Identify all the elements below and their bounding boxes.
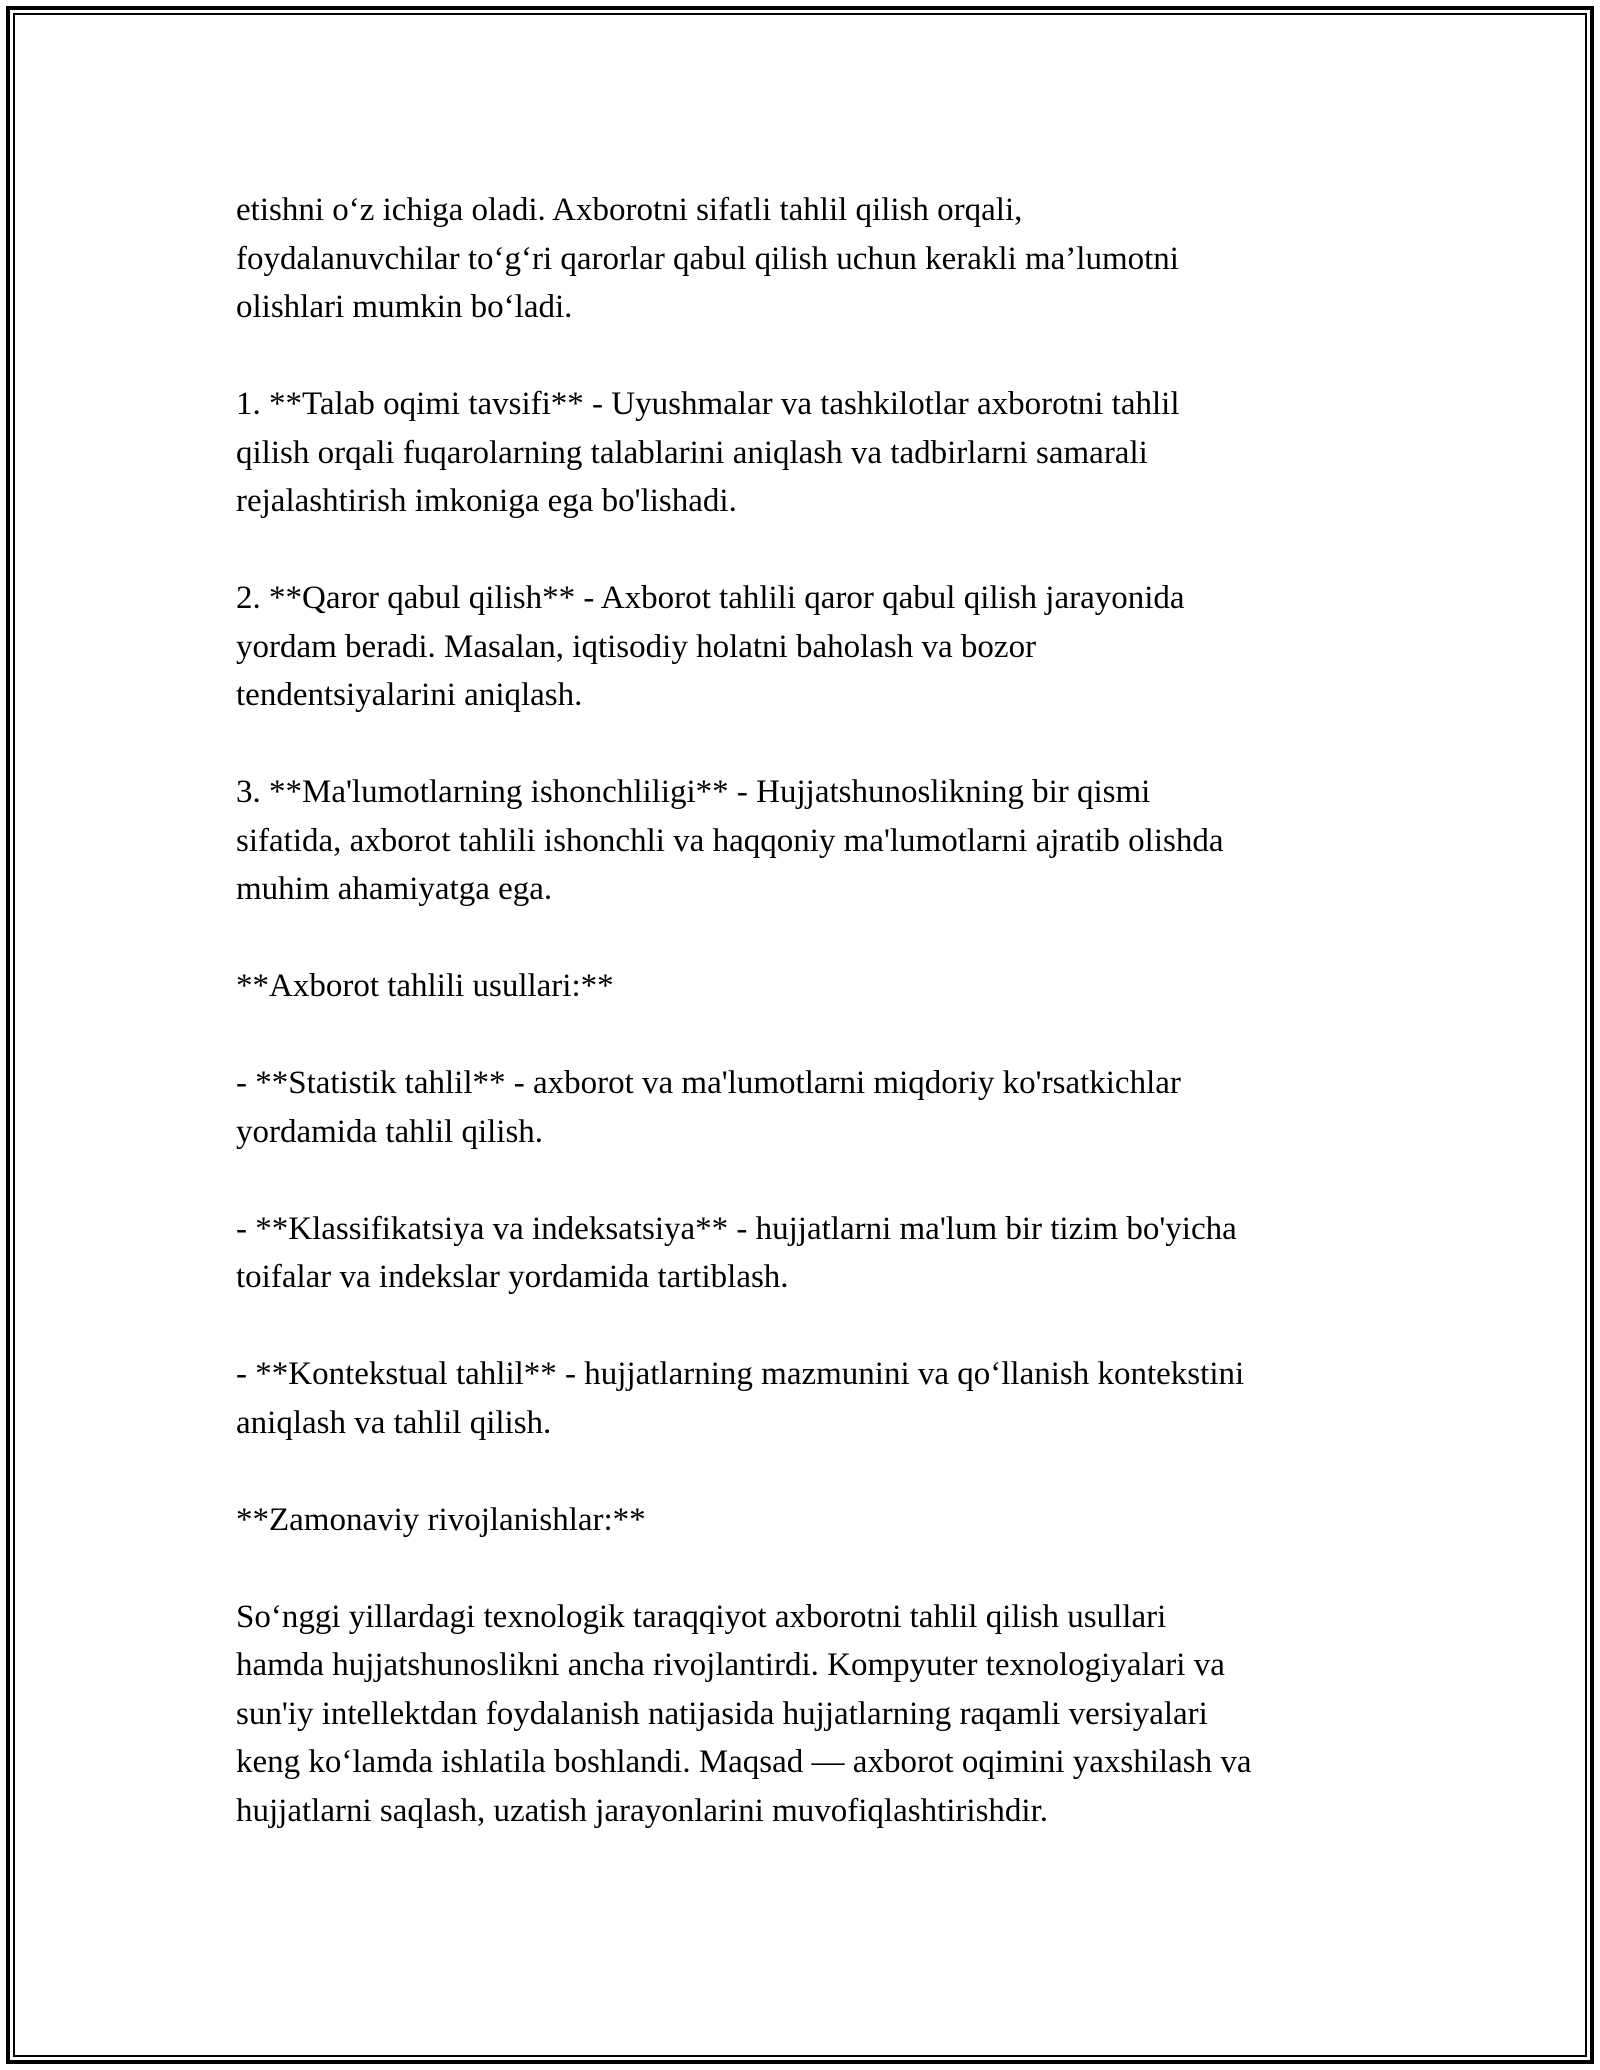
text-line: - **Kontekstual tahlil** - hujjatlarning mazmunini va qo‘llanish kontekstini (236, 1356, 1245, 1392)
text-line: foydalanuvchilar to‘g‘ri qarorlar qabul qilish uchun kerakli ma’lumotni (236, 240, 1179, 277)
text-line: yordamida tahlil qilish. (236, 1113, 544, 1150)
text-line: rejalashtirish imkoniga ega bo'lishadi. (236, 483, 737, 519)
bullet-statistical-analysis (236, 1059, 1386, 1156)
text-line: tendentsiyalarini aniqlash. (236, 677, 583, 713)
text-line: aniqlash va tahlil qilish. (236, 1404, 552, 1441)
paragraph-intro (236, 186, 1386, 332)
text-line: olishlari mumkin bo‘ladi. (236, 289, 573, 325)
text-line: **Axborot tahlili usullari:** (236, 968, 614, 1004)
text-line: hujjatlarni saqlash, uzatish jarayonlarini muvofiqlashtirishdir. (236, 1792, 1048, 1829)
text-line: sifatida, axborot tahlili ishonchli va haqqoniy ma'lumotlarni ajratib olishda (236, 822, 1224, 859)
text-line: - **Klassifikatsiya va indeksatsiya** - hujjatlarni ma'lum bir tizim bo'yicha (236, 1210, 1237, 1247)
bullet-contextual-analysis (236, 1350, 1386, 1447)
text-line: - **Statistik tahlil** - axborot va ma'lumotlarni miqdoriy ko'rsatkichlar (236, 1065, 1181, 1101)
text-line: yordam beradi. Masalan, iqtisodiy holatni baholash va bozor (236, 628, 1037, 665)
text-line: etishni o‘z ichiga oladi. Axborotni sifatli tahlil qilish orqali, (236, 192, 1023, 228)
section-heading-modern (236, 1496, 1386, 1545)
text-line: qilish orqali fuqarolarning talablarini aniqlash va tadbirlarni samarali (236, 434, 1148, 471)
text-line: sun'iy intellektdan foydalanish natijasida hujjatlarning raqamli versiyalari (236, 1695, 1208, 1732)
document-body (236, 186, 1386, 1884)
section-heading-methods (236, 962, 1386, 1011)
text-line: muhim ahamiyatga ega. (236, 871, 553, 907)
list-item-1 (236, 380, 1386, 526)
text-line: toifalar va indekslar yordamida tartiblash. (236, 1259, 789, 1295)
paragraph-modern-developments (236, 1593, 1386, 1836)
list-item-3 (236, 768, 1386, 914)
text-line: So‘nggi yillardagi texnologik taraqqiyot axborotni tahlil qilish usullari (236, 1598, 1167, 1635)
bullet-classification (236, 1205, 1386, 1302)
text-line: hamda hujjatshunoslikni ancha rivojlantirdi. Kompyuter texnologiyalari va (236, 1647, 1225, 1683)
text-line: **Zamonaviy rivojlanishlar:** (236, 1501, 646, 1538)
list-item-2 (236, 574, 1386, 720)
text-line: 2. **Qaror qabul qilish** - Axborot tahlili qaror qabul qilish jarayonida (236, 580, 1185, 616)
text-line: 1. **Talab oqimi tavsifi** - Uyushmalar va tashkilotlar axborotni tahlil (236, 386, 1180, 422)
text-line: keng ko‘lamda ishlatila boshlandi. Maqsad — axborot oqimini yaxshilash va (236, 1744, 1252, 1780)
text-line: 3. **Ma'lumotlarning ishonchliligi** - Hujjatshunoslikning bir qismi (236, 774, 1151, 810)
